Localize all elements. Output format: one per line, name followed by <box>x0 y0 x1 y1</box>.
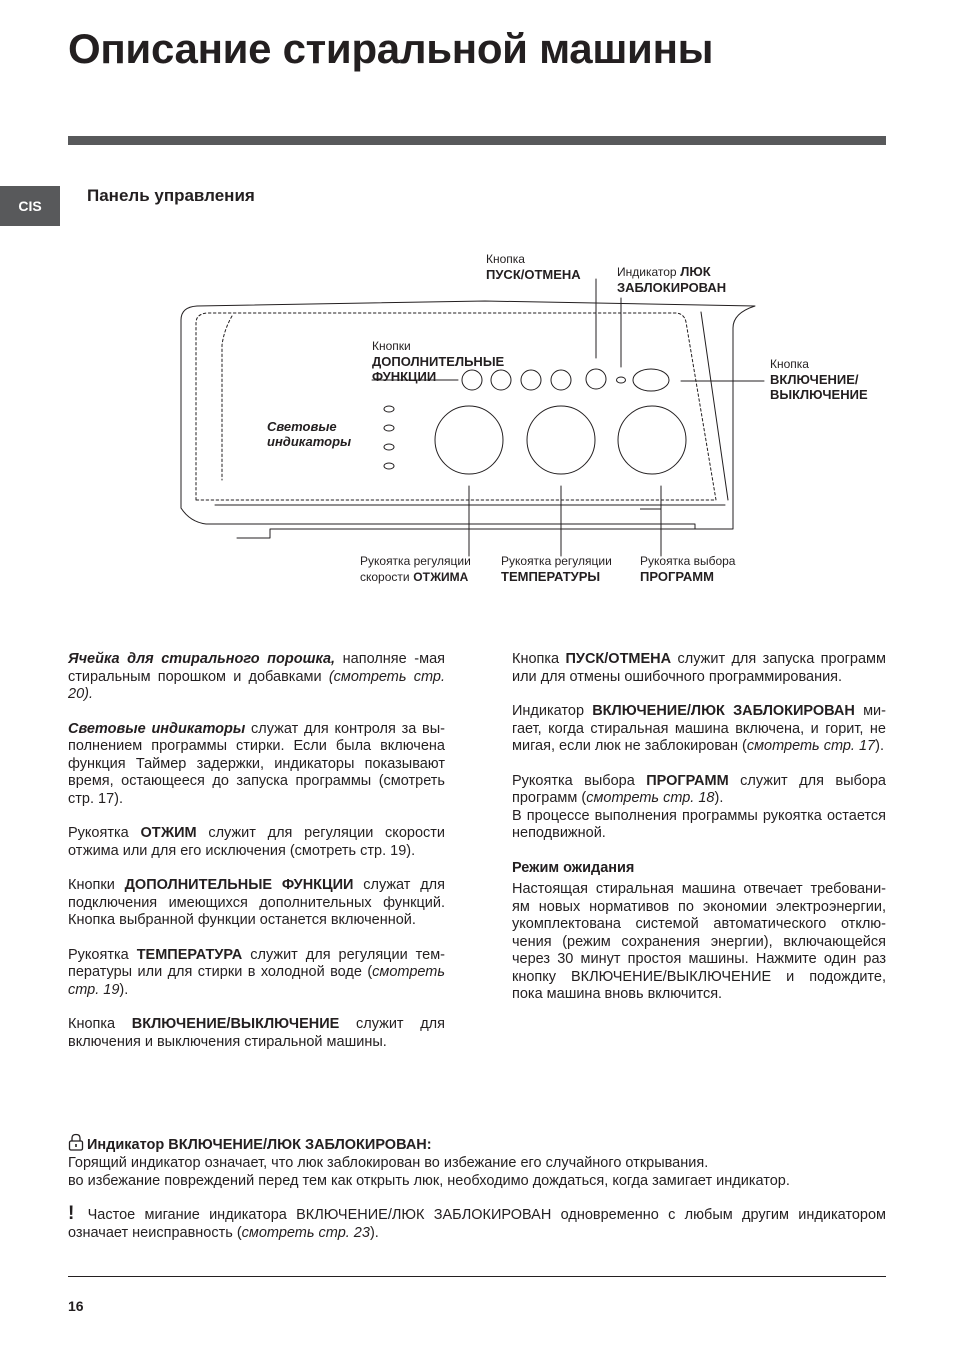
p6-t0: Кнопка <box>68 1016 132 1032</box>
language-tab: CIS <box>0 186 60 226</box>
p2-lead: Световые индикаторы <box>68 720 246 737</box>
r3-t0: Рукоятка выбора <box>512 772 647 789</box>
spin-knob <box>435 406 503 474</box>
panel-inner-line <box>222 316 232 480</box>
panel-outline-side <box>181 508 695 529</box>
label-power-bold2: ВЫКЛЮЧЕНИЕ <box>770 387 868 402</box>
label-options-bold2: ФУНКЦИИ <box>372 369 437 384</box>
label-indicators-line2: индикаторы <box>267 434 352 449</box>
note-heading <box>68 1133 886 1154</box>
standby-title: Режим ожидания <box>512 859 635 876</box>
label-indicators-line1: Световые <box>267 419 337 434</box>
paragraph-lock-indicator <box>512 703 886 756</box>
label-spin-line1: Рукоятка регуляции <box>360 554 471 568</box>
label-spin-bold: ОТЖИМА <box>413 570 469 584</box>
p5-t2: ). <box>119 981 129 998</box>
note-head-text: Индикатор ВКЛЮЧЕНИЕ/ЛЮК ЗАБЛОКИРОВАН: <box>87 1137 432 1153</box>
paragraph-options <box>68 877 445 930</box>
temperature-knob <box>527 406 595 474</box>
label-options-bold1: ДОПОЛНИТЕЛЬНЫЕ <box>372 354 505 369</box>
label-indicators <box>267 419 351 449</box>
warning-end: ). <box>369 1225 379 1241</box>
note-line-1: Горящий индикатор означает, что люк заблокирован во избежание его случайного открывания. <box>68 1155 709 1171</box>
p1-lead: Ячейка для стирального порошка, <box>68 651 336 667</box>
option-button-3 <box>521 370 541 390</box>
label-temp-line1: Рукоятка регуляции <box>501 554 612 568</box>
footer-divider <box>68 1276 886 1277</box>
p1-text: наполняе -мая стиральным порошком и добавками <box>68 651 445 685</box>
warning-text: Частое мигание индикатора ВКЛЮЧЕНИЕ/ЛЮК ЗАБЛОКИРОВАН одновременно с любым другим индикатором означает неисправность ( <box>68 1207 886 1241</box>
r1-t0: Кнопка <box>512 651 566 667</box>
label-lock-bold2: ЗАБЛОКИРОВАН <box>617 280 727 295</box>
option-button-4 <box>551 370 571 390</box>
r2-t1: ми-гает, когда стиральная машина включена, и горит, не мигая, если люк не заблокирован ( <box>512 703 886 754</box>
note-warning <box>68 1205 886 1242</box>
paragraph-start <box>512 651 886 686</box>
section-title: Панель управления <box>87 186 255 205</box>
label-option-buttons <box>372 338 504 384</box>
paragraph-indicators <box>68 721 445 809</box>
label-lock-small: Индикатор <box>617 265 677 279</box>
r1-bold: ПУСК/ОТМЕНА <box>565 651 672 667</box>
lock-indicator-led <box>617 377 626 383</box>
power-button <box>633 369 669 391</box>
label-power-button <box>770 356 868 402</box>
lock-note <box>68 1133 886 1242</box>
label-start-button <box>486 251 581 282</box>
note-line-2: во избежание повреждений перед тем как открыть люк, необходимо дождаться, когда замигает индикатор. <box>68 1173 790 1189</box>
p2-text: служат для контроля за вы-полнением программы стирки. Если была включена функция Таймер задержки, индикаторы показывают время, остающееся до запуска программы (смотреть стр. 17). <box>68 720 445 807</box>
p3-bold: ОТЖИМ <box>140 825 197 841</box>
lock-icon <box>68 1133 84 1151</box>
paragraph-programs <box>512 773 886 843</box>
paragraph-power <box>68 1016 445 1051</box>
p6-t1: служит для включения и выключения стиральной машины. <box>68 1016 445 1050</box>
p5-t0: Рукоятка <box>68 946 137 963</box>
p5-t1: служит для регуляции тем-пературы или для стирки в холодной воде ( <box>68 946 445 980</box>
right-column <box>512 651 886 1021</box>
panel-right-edge <box>701 312 728 500</box>
label-start-bold: ПУСК/ОТМЕНА <box>486 267 581 282</box>
label-temp-bold: ТЕМПЕРАТУРЫ <box>501 569 601 584</box>
indicator-led-3 <box>384 444 394 450</box>
label-spin-knob <box>360 553 471 585</box>
paragraph-standby: Настоящая стиральная машина отвечает требовани-ям новых нормативов по экономии электроэнергии, укомплектована системой автоматического отклю-чения (режим сохранения энергии), включающейся через 30 минут простоя машины. Нажмите один раз кнопку ВКЛЮЧЕНИЕ/ВЫКЛЮЧЕНИЕ и подождите, пока машина вновь включится. <box>512 881 886 1002</box>
program-knob <box>618 406 686 474</box>
title-divider <box>68 136 886 145</box>
r1-t1: служит для запуска программ или для отмены ошибочного программирования. <box>512 651 886 685</box>
warning-ref: смотреть стр. 23 <box>241 1225 370 1241</box>
page-number: 16 <box>68 1298 84 1314</box>
label-power-small: Кнопка <box>770 357 809 371</box>
paragraph-spin <box>68 825 445 860</box>
label-start-small: Кнопка <box>486 252 525 266</box>
label-prog-line1: Рукоятка выбора <box>640 554 736 568</box>
label-options-small: Кнопки <box>372 339 411 353</box>
r2-t0: Индикатор <box>512 703 593 719</box>
r3-bold: ПРОГРАММ <box>646 772 729 789</box>
p1-ref: (смотреть стр. 20). <box>68 668 445 702</box>
p6-bold: ВКЛЮЧЕНИЕ/ВЫКЛЮЧЕНИЕ <box>131 1016 340 1032</box>
paragraph-temperature <box>68 947 445 1000</box>
r2-t2: ). <box>875 738 884 754</box>
p3-t1: служит для регуляции скорости отжима или для его исключения (смотреть стр. 19). <box>68 825 445 859</box>
label-lock-indicator <box>617 264 726 295</box>
indicator-led-2 <box>384 425 394 431</box>
p5-bold: ТЕМПЕРАТУРА <box>136 946 243 963</box>
paragraph-detergent <box>68 651 445 704</box>
warning-icon: ! <box>68 1203 75 1224</box>
r3-t3: В процессе выполнения программы рукоятка остается неподвижной. <box>512 807 886 841</box>
r3-ref: смотреть стр. 18 <box>586 790 715 806</box>
indicator-led-1 <box>384 406 394 412</box>
label-temp-knob <box>501 553 612 584</box>
start-button <box>586 369 606 389</box>
r3-t1: служит для выбора программ ( <box>512 772 886 806</box>
p4-t1: служат для подключения имеющихся дополнительных функций. Кнопка выбранной функции останется включенной. <box>68 877 445 928</box>
p4-t0: Кнопки <box>68 877 125 893</box>
label-lock-bold1: ЛЮК <box>680 264 711 279</box>
left-column <box>68 651 445 1068</box>
r2-bold: ВКЛЮЧЕНИЕ/ЛЮК ЗАБЛОКИРОВАН <box>592 703 855 719</box>
p3-t0: Рукоятка <box>68 825 141 841</box>
r2-ref: смотреть стр. 17 <box>746 738 876 754</box>
page-title: Описание стиральной машины <box>68 25 714 72</box>
label-prog-bold: ПРОГРАММ <box>640 569 714 584</box>
label-power-bold1: ВКЛЮЧЕНИЕ/ <box>770 372 859 387</box>
p4-bold: ДОПОЛНИТЕЛЬНЫЕ ФУНКЦИИ <box>124 877 354 893</box>
label-prog-knob <box>640 553 735 584</box>
indicator-led-4 <box>384 463 394 469</box>
p5-ref: смотреть стр. 19 <box>68 964 445 998</box>
label-spin-line2: скорости <box>360 570 410 584</box>
r3-t2: ). <box>714 790 724 806</box>
